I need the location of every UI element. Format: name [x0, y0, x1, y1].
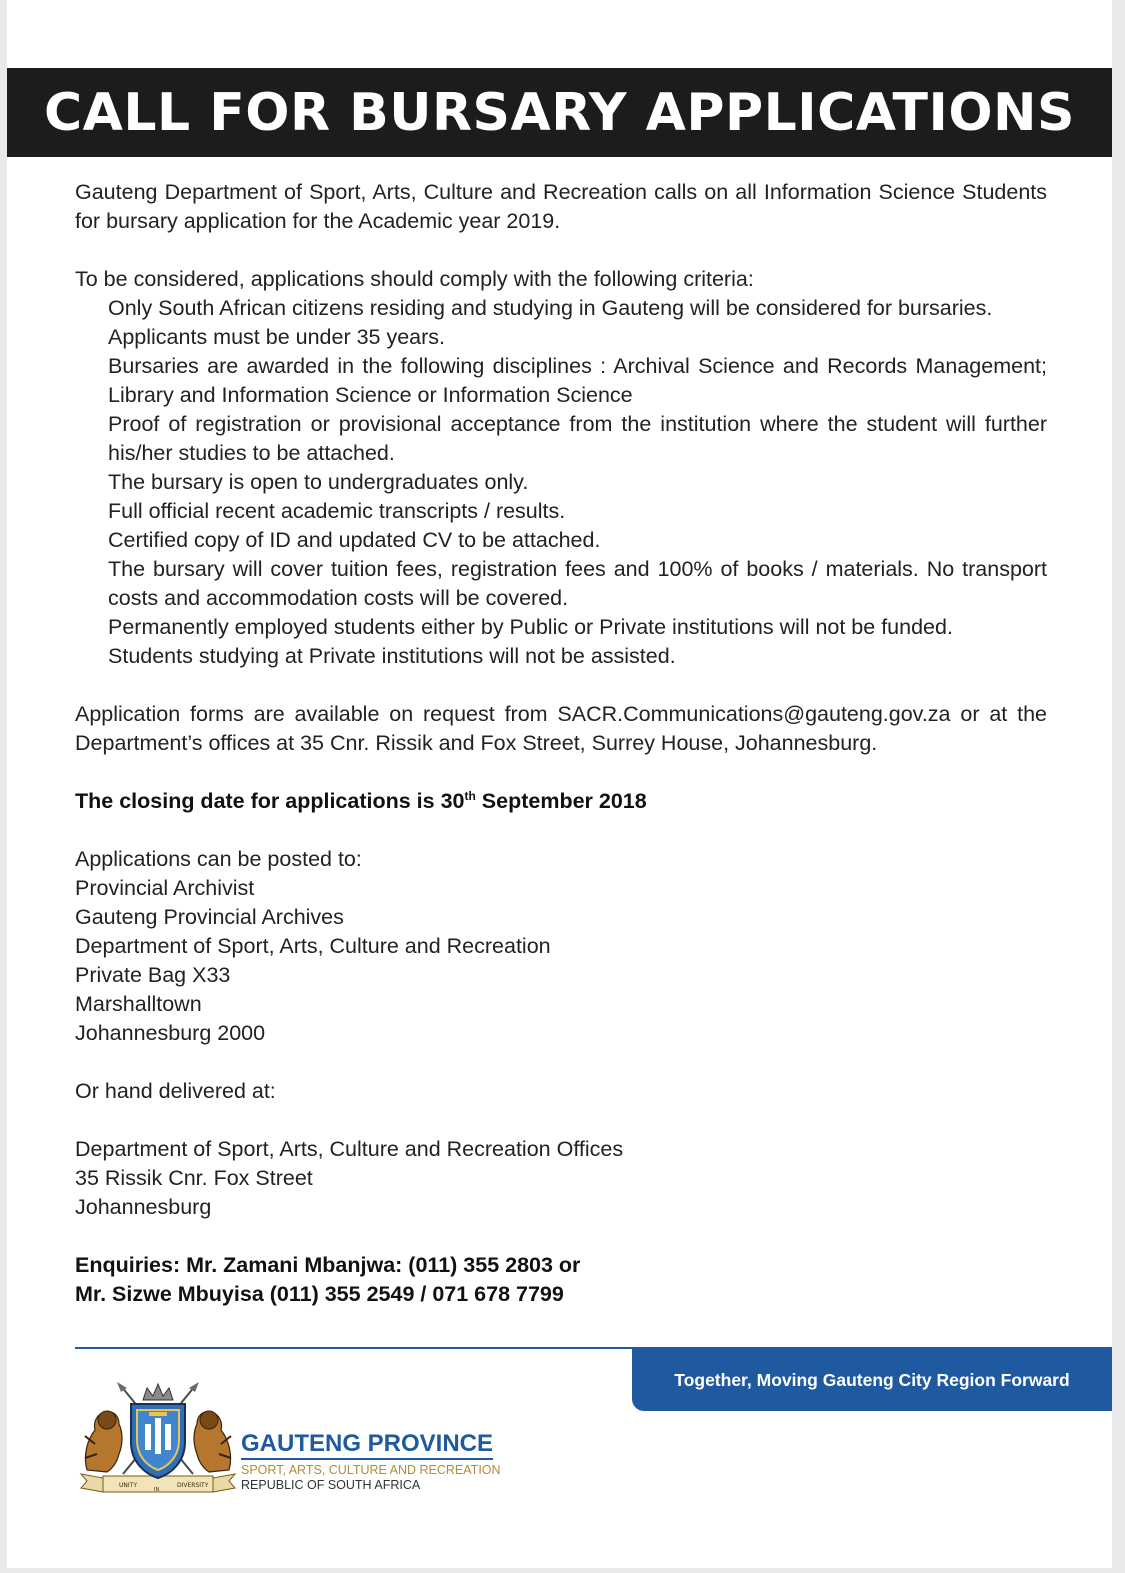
criteria-item: Certified copy of ID and updated CV to be attached.	[108, 528, 601, 552]
crest-motto-mid: IN	[154, 1487, 160, 1493]
postal-address-line: Gauteng Provincial Archives	[75, 905, 344, 929]
gauteng-brand	[241, 1430, 501, 1493]
enquiries-line: Enquiries: Mr. Zamani Mbanjwa: (011) 355 2803 or	[75, 1253, 581, 1277]
closing-date: The closing date for applications is 30th September 2018	[75, 788, 647, 813]
document-body	[75, 178, 1047, 1309]
criteria-item: Permanently employed students either by Public or Private institutions will not be funded.	[108, 615, 953, 639]
enquiries-line: Mr. Sizwe Mbuyisa (011) 355 2549 / 071 678 7799	[75, 1282, 564, 1306]
brand-department: SPORT, ARTS, CULTURE AND RECREATION	[241, 1463, 501, 1477]
hand-address-line: Johannesburg	[75, 1195, 212, 1219]
coat-of-arms-icon	[73, 1378, 243, 1500]
hand-delivery-intro: Or hand delivered at:	[75, 1079, 276, 1103]
slogan-text: Together, Moving Gauteng City Region Forward	[674, 1369, 1070, 1390]
intro-paragraph: Gauteng Department of Sport, Arts, Culture and Recreation calls on all Information Science Students for bursary application for the Academic year 2019.	[75, 180, 1047, 233]
hand-address-line: 35 Rissik Cnr. Fox Street	[75, 1166, 313, 1190]
postal-address-line: Department of Sport, Arts, Culture and Recreation	[75, 934, 551, 958]
postal-address-line: Marshalltown	[75, 992, 202, 1016]
postal-address-line: Johannesburg 2000	[75, 1021, 266, 1045]
criteria-item: Applicants must be under 35 years.	[108, 325, 446, 349]
criteria-item: Students studying at Private institutions will not be assisted.	[108, 644, 676, 668]
postal-address-line: Provincial Archivist	[75, 876, 255, 900]
criteria-item: Proof of registration or provisional acceptance from the institution where the student will further his/her studies to be attached.	[108, 412, 1047, 465]
brand-name: GAUTENG PROVINCE	[241, 1430, 493, 1460]
crest-motto-right: DIVERSITY	[177, 1482, 209, 1489]
criteria-item: The bursary will cover tuition fees, registration fees and 100% of books / materials. No transport costs and accommodation costs will be covered.	[108, 557, 1047, 610]
criteria-item: The bursary is open to undergraduates only.	[108, 470, 529, 494]
criteria-item: Only South African citizens residing and studying in Gauteng will be considered for bursaries.	[108, 296, 993, 320]
posted-intro: Applications can be posted to:	[75, 847, 362, 871]
document-page	[7, 0, 1112, 1568]
title-banner	[7, 68, 1112, 157]
forms-info-paragraph: Application forms are available on request from SACR.Communications@gauteng.gov.za or at the Department’s offices at 35 Cnr. Rissik and Fox Street, Surrey House, Johannesburg.	[75, 702, 1047, 755]
criteria-item: Bursaries are awarded in the following disciplines : Archival Science and Records Management; Library and Information Science or Information Science	[108, 354, 1047, 407]
hand-address-line: Department of Sport, Arts, Culture and Recreation Offices	[75, 1137, 624, 1161]
crest-motto-left: UNITY	[119, 1482, 137, 1489]
brand-country: REPUBLIC OF SOUTH AFRICA	[241, 1478, 421, 1492]
page-title: CALL FOR BURSARY APPLICATIONS	[43, 82, 1075, 143]
criteria-item: Full official recent academic transcripts / results.	[108, 499, 566, 523]
criteria-list	[75, 294, 1047, 671]
slogan-banner	[632, 1349, 1112, 1411]
postal-address-line: Private Bag X33	[75, 963, 231, 987]
criteria-intro: To be considered, applications should comply with the following criteria:	[75, 267, 754, 291]
